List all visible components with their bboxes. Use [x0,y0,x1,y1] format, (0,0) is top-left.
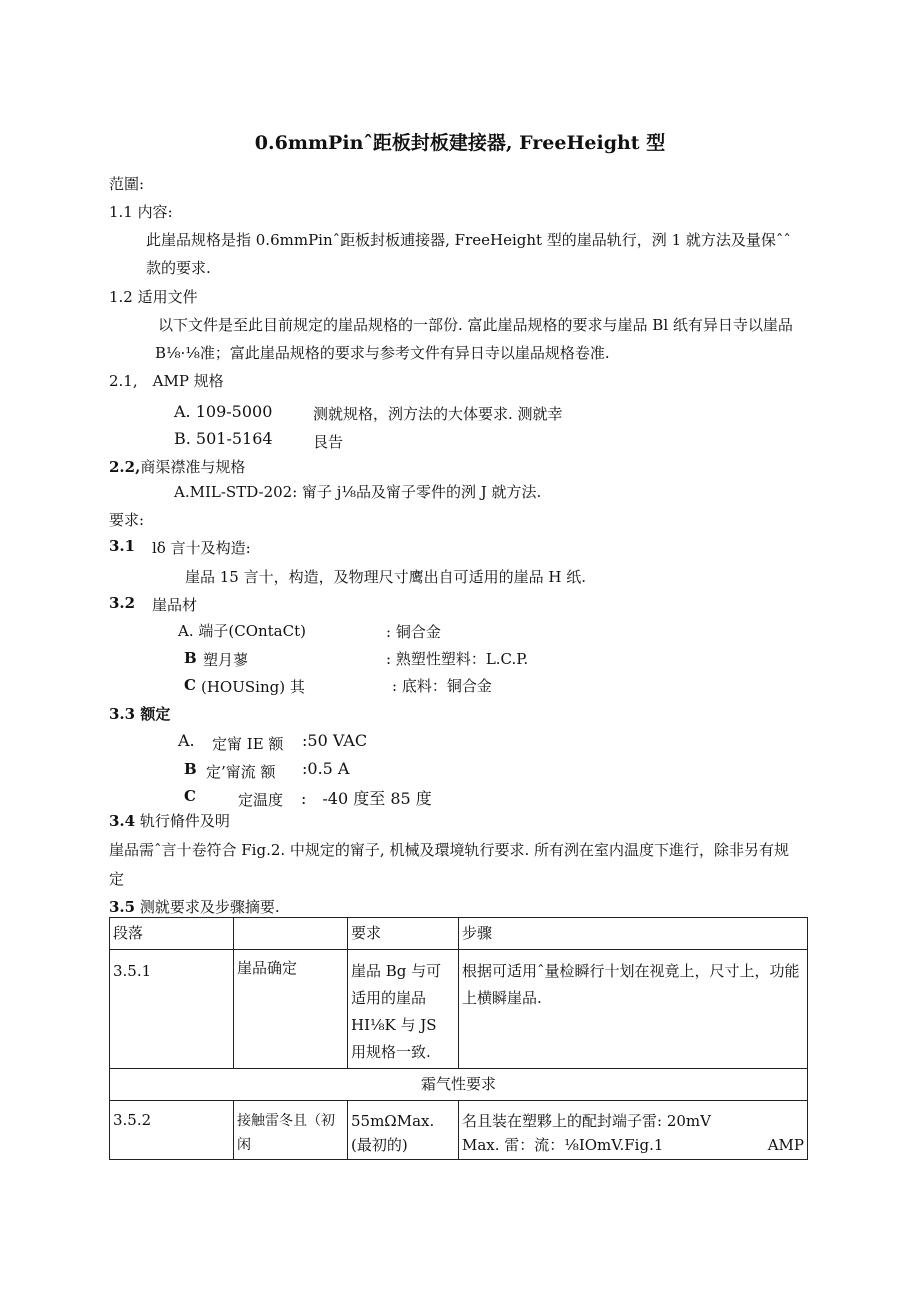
rating-c-value: : -40 度至 85 度 [301,789,432,808]
section-3-2-number: 3.2 [109,594,136,612]
row2-procedure [459,1101,808,1160]
header-item [234,918,348,950]
rating-a-letter: A. [178,731,195,750]
table-header-row [110,918,808,950]
paragraph-3-4-line1: 崖品需ˆ言十卷符合 Fig.2. 中规定的甯子, 机械及環境轨行要求. 所有洌在室内温度下進行，除非另有规 [109,841,789,859]
section-3-4-title: 轨行脩件及明 [139,812,230,830]
material-c-letter: C [184,676,196,694]
section-3-5-title: 测就要求及步骤摘要. [139,898,280,916]
row2-procedure-line2-left: Max. 雷：流：⅛IOmV.Fig.1 [462,1136,664,1154]
requirements-table [109,917,808,1160]
rating-a-label: 定甯 IE 额 [212,735,284,753]
section-1-1: 1.1 内容: [109,203,173,221]
rating-b-value: :0.5 A [302,759,350,778]
section-3-1-number: 3.1 [109,537,136,555]
section-electrical-requirements: 霜气性要求 [110,1069,808,1101]
amp-spec-b-desc: 艮告 [313,433,344,451]
row1-requirement: 崖品 Bg 与可适用的崖品 HI⅛K 与 JS 用规格一致. [348,950,459,1069]
section-3-2-title: 崖品材 [152,596,198,614]
row2-procedure-line2-right: AMP [767,1136,804,1154]
rating-b-label: 定’甯流 额 [206,763,276,781]
document-title: 0.6mmPinˆ距板封板建接器, FreeHeight 型 [254,132,666,154]
row2-requirement [348,1101,459,1160]
mil-std-line: A.MIL-STD-202: 甯子 j⅛品及甯子零件的洌 J 就方法. [174,483,542,501]
amp-spec-a-desc: 测就规格，洌方法的大体要求. 测就幸 [313,405,563,423]
header-requirement: 要求 [348,918,459,950]
row1-item: 崖品确定 [234,950,348,1069]
material-b-label: 塑月蓼 [203,651,249,669]
section-2-2-title: 商渠襟准与规格 [140,458,246,476]
section-3-1-title: lδ 言十及构造: [152,539,251,557]
section-3-3: 3.3 额定 [109,705,171,723]
row2-procedure-line2 [462,1133,804,1157]
material-c-label: (HOUSing) 其 [201,678,305,696]
table-row [110,950,808,1069]
table-row [110,1101,808,1160]
material-c-value: : 底料：铜合金 [392,677,492,695]
material-b-letter: B [184,649,197,667]
header-procedure: 步骤 [459,918,808,950]
row1-procedure: 根据可适用ˆ量检瞬行十划在视竟上，尺寸上，功能上横瞬崖品. [459,950,808,1069]
row2-item [234,1101,348,1160]
material-b-value: : 熟塑性塑料：L.C.P. [386,650,529,668]
row2-procedure-line1: 名且装在塑夥上的配封端子雷: 20mV [462,1112,711,1130]
row2-paragraph: 3.5.2 [110,1101,234,1160]
section-2-1: 2.1, AMP 规格 [109,372,224,390]
row2-requirement-line1: 55mΩMax. [351,1112,435,1130]
section-3-4-number: 3.4 [109,812,136,830]
section-scope: 范圍: [109,175,145,193]
section-requirements: 要求: [109,511,145,529]
table-section-row [110,1069,808,1101]
row2-item-line1: 接触雷冬且（初 [237,1113,335,1129]
row2-item-line2: 闲 [237,1137,251,1153]
rating-c-letter: C [184,787,196,805]
header-paragraph: 段落 [110,918,234,950]
paragraph-1-1-line1: 此崖品规格是指 0.6mmPinˆ距板封板逋接器, FreeHeight 型的崖品轨行，洌 1 就方法及量保ˆˆ [146,231,791,249]
paragraph-3-1: 崖品 15 言十，构造，及物理尺寸鹰出自可适用的崖品 H 纸. [185,568,587,586]
section-2-2-number: 2.2, [109,458,141,476]
paragraph-1-2-line1: 以下文件是至此目前规定的崖品规格的一部份. 富此崖品规格的要求与崖品 Bl 纸有异日寺以崖品 [158,316,793,334]
row2-requirement-line2: (最初的) [351,1136,408,1154]
section-1-2: 1.2 适用文件 [109,288,198,306]
amp-spec-a-code: A. 109-5000 [174,402,273,421]
paragraph-1-2-line2: B⅛·⅛准；富此崖品规格的要求与参考文件有异日寺以崖品规格卷准. [155,344,610,362]
rating-a-value: :50 VAC [302,731,368,750]
paragraph-1-1-line2: 款的要求. [146,259,211,277]
material-a-label: A. 端子(COntaCt) [178,622,306,640]
rating-b-letter: B [184,760,197,778]
section-3-5-number: 3.5 [109,898,136,916]
material-a-value: : 铜合金 [386,623,441,641]
rating-c-label: 定温度 [238,791,284,809]
amp-spec-b-code: B. 501-5164 [174,429,273,448]
paragraph-3-4-line2: 定 [109,870,125,888]
row1-paragraph: 3.5.1 [110,950,234,1069]
